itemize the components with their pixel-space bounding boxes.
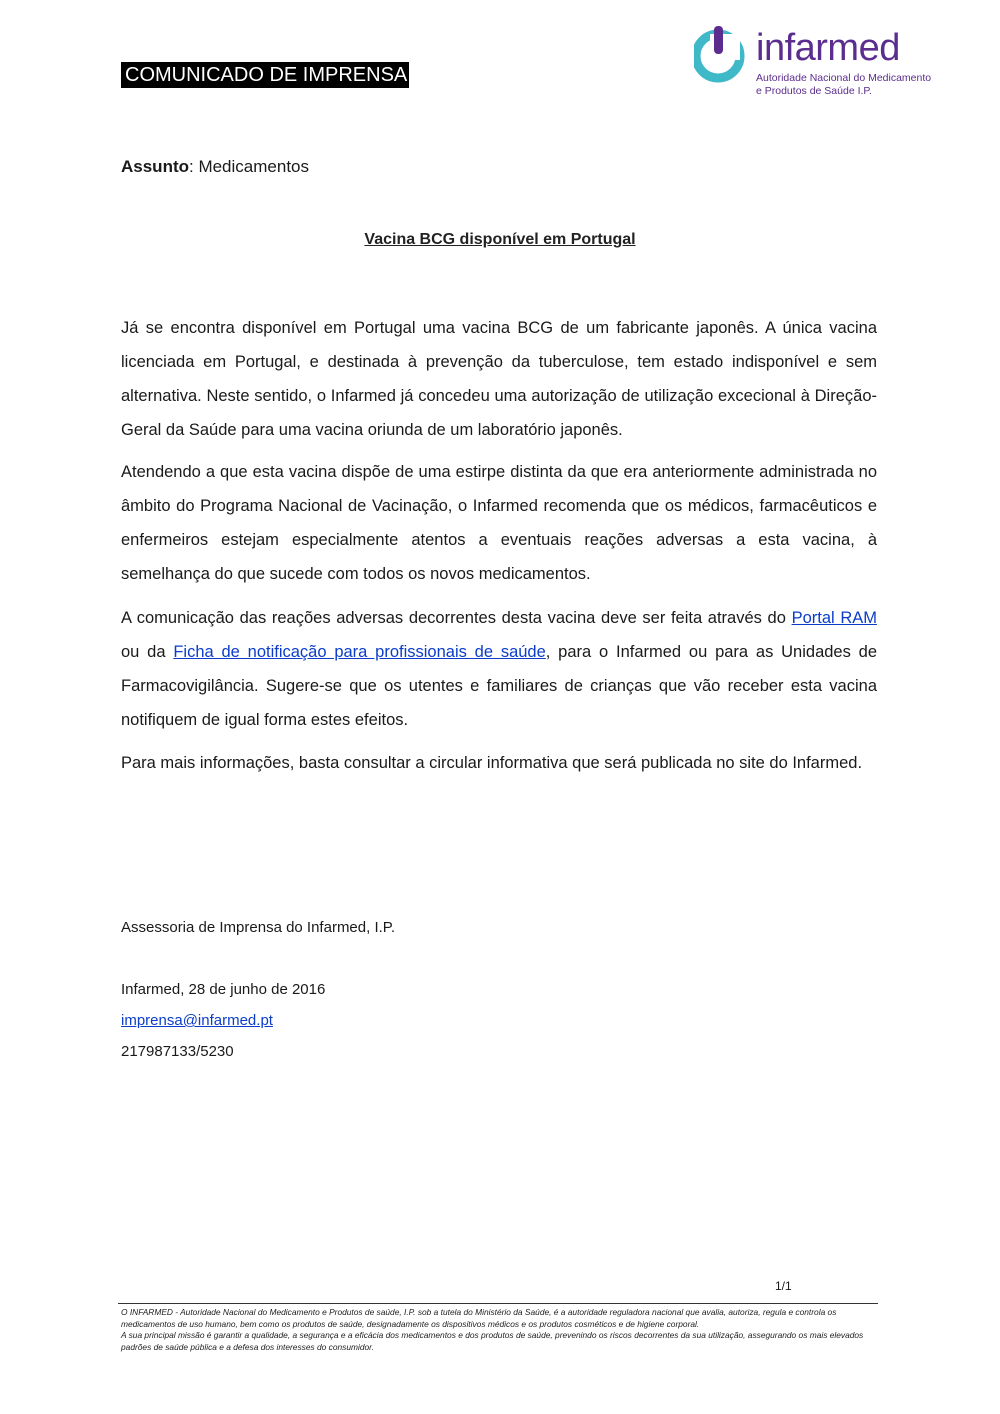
- phone-number: 217987133/5230: [121, 1043, 234, 1060]
- subject-line: [121, 155, 309, 179]
- paragraph-1: Já se encontra disponível em Portugal uma vacina BCG de um fabricante japonês. A única vacina licenciada em Portugal, e destinada à prevenção da tuberculose, tem estado indisponível e sem alternativa. Neste sentido, o Infarmed já concedeu uma autorização de utilização excecional à Direção-Geral da Saúde para uma vacina oriunda de um laboratório japonês.: [121, 319, 877, 439]
- footer-line-2: A sua principal missão é garantir a qualidade, a segurança e a eficácia dos medicamentos e dos produtos de saúde, prevenindo os riscos decorrentes da sua utilização, assegurando os mais elevados padrões de saúde pública e a defesa dos interesses do consumidor.: [121, 1330, 864, 1352]
- paragraph-3-text-a: A comunicação das reações adversas decorrentes desta vacina deve ser feita através do: [121, 609, 792, 627]
- footer-line-1: O INFARMED - Autoridade Nacional do Medicamento e Produtos de saúde, I.P. sob a tutela do Ministério da Saúde, é a autoridade reguladora nacional que avalia, autoriza, regula e controla os medicamentos de uso humano, bem como os produtos de saúde, designadamente os dispositivos médicos e os produtos cosméticos e de higiene corporal.: [121, 1307, 837, 1329]
- logo-subtitle-line1: Autoridade Nacional do Medicamento: [756, 72, 932, 84]
- notification-form-link[interactable]: Ficha de notificação para profissionais de saúde: [173, 643, 546, 661]
- logo-subtitle: [756, 72, 931, 98]
- paragraph-3-text-b: ou da: [121, 643, 174, 661]
- logo-subtitle-line2: e Produtos de Saúde I.P.: [756, 85, 872, 97]
- paragraph-2: Atendendo a que esta vacina dispõe de uma estirpe distinta da que era anteriormente administrada no âmbito do Programa Nacional de Vacinação, o Infarmed recomenda que os médicos, farmacêuticos e enfermeiros estejam especialmente atentos a eventuais reações adversas a esta vacina, à semelhança do que sucede com todos os novos medicamentos.: [121, 463, 877, 583]
- subject-value: : Medicamentos: [189, 157, 309, 176]
- portal-ram-link[interactable]: Portal RAM: [791, 609, 877, 627]
- paragraph-3: [121, 601, 877, 737]
- logo-wordmark: infarmed: [756, 27, 900, 69]
- subject-label: Assunto: [121, 157, 189, 176]
- paragraph-4: Para mais informações, basta consultar a circular informativa que será publicada no site do Infarmed.: [121, 754, 863, 772]
- paragraph-3-text-c: , para o Infarmed ou para as Unidades de Farmacovigilância. Sugere-se que os utentes e familiares de crianças que vão receber esta vacina notifiquem de igual forma estes efeitos.: [121, 643, 878, 729]
- footer-divider: [118, 1303, 878, 1304]
- document-title: Vacina BCG disponível em Portugal: [364, 231, 636, 248]
- place-date: Infarmed, 28 de junho de 2016: [121, 981, 326, 998]
- page-number: 1/1: [775, 1279, 792, 1293]
- email-link[interactable]: imprensa@infarmed.pt: [121, 1012, 273, 1029]
- signature: Assessoria de Imprensa do Infarmed, I.P.: [121, 919, 396, 936]
- footer-text: [121, 1307, 879, 1353]
- press-release-badge: COMUNICADO DE IMPRENSA: [121, 62, 409, 88]
